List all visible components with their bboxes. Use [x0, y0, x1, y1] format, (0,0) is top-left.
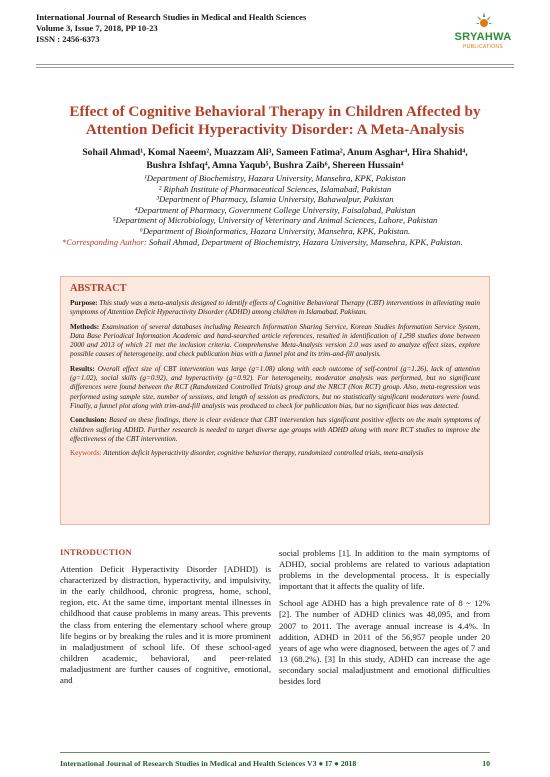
keywords-label: Keywords: [70, 449, 102, 458]
footer-journal: International Journal of Research Studies in Medical and Health Sciences V3 ● I7 ● 2018 [60, 759, 357, 768]
section-label: Methods: [70, 322, 100, 331]
section-text: This study was a meta-analysis designed to identify effects of Cognitive Behavioral Therapy (CBT) interventions in alleviating main symptoms of Attention Deficit Hyperactivity Disorder (ADHD) among children in Islamabad, Pakistan. [70, 299, 480, 317]
header-divider [36, 64, 514, 65]
corresponding-author [62, 236, 490, 248]
keywords-text: Attention deficit hyperactivity disorder, cognitive behavior therapy, randomized controlled trials, meta-analysis [101, 449, 424, 458]
body-column-left [60, 547, 271, 686]
journal-volume: Volume 3, Issue 7, 2018, PP 10-23 [36, 23, 158, 33]
section-label: Results: [70, 364, 95, 373]
body-paragraph: Attention Deficit Hyperactivity Disorder [ADHD]) is characterized by distraction, hyperactivity, and impulsivity, in the early childhood, chronic progress, home, school, region, etc. At the same time, important mental illnesses in childhood that cause problems in many areas. This prevents the class from entering the elementary school where group life begins or by breaking the rules and it is more prominent in maladjustment of school life. Of these school-aged children academic, behavioral, and peer-related maladjustment are further causes of cognitive, emotional, and [60, 564, 271, 686]
page-footer [60, 759, 490, 768]
affiliation-list [40, 173, 510, 237]
corresponding-label: *Corresponding Author: [62, 237, 147, 247]
page-number: 10 [482, 759, 490, 768]
affiliation: ⁶Department of Bioinformatics, Hazara University, Mansehra, KPK, Pakistan. [139, 225, 411, 236]
affiliation: ⁴Department of Pharmacy, Government College University, Faisalabad, Pakistan [134, 204, 416, 215]
section-text: Examination of several databases including Research Information Sharing Service, Korean Studies Information Service System, Data Base Periodical Information Academic and hand-searched article references, resulted in identification of 1,298 studies done between 2000 and 2013 of which 21 met the inclusion criteria. Comprehensive Meta-Analysis version 2.0 was used to analyze effect sizes, explore possible causes of heterogeneity, and check publication bias with a funnel plot and its trim-and-fill analysis. [70, 322, 480, 359]
author-line: Sohail Ahmad¹, Komal Naeem², Muazzam Ali³, Sameen Fatima², Anum Asghar⁴, Hira Shahid⁴, [82, 147, 468, 158]
affiliation: ³Department of Pharmacy, Islamia University, Bahawalpur, Pakistan [156, 194, 394, 205]
affiliation: ⁵Department of Microbiology, University of Veterinary and Animal Sciences, Lahore, Pakistan [112, 215, 438, 226]
sun-icon [474, 10, 494, 30]
affiliation: ¹Department of Biochemistry, Hazara University, Mansehra, KPK, Pakistan [144, 173, 406, 183]
journal-name: International Journal of Research Studies in Medical and Health Sciences [36, 12, 307, 22]
introduction-heading: INTRODUCTION [60, 547, 132, 557]
abstract-methods [70, 323, 480, 360]
body-column-right [279, 548, 490, 687]
publisher-logo [452, 10, 514, 56]
journal-header [36, 12, 306, 45]
journal-issn: ISSN : 2456-6373 [36, 34, 100, 44]
header-divider-2 [36, 67, 514, 68]
abstract-keywords [70, 449, 480, 458]
section-text: Based on these findings, there is clear evidence that CBT intervention has significant positive effects on the main symptoms of children suffering ADHD. Further research is needed to target diverse age groups with ADHD along with more RCT studies to improve the effectiveness of the CBT intervention. [70, 416, 480, 443]
section-label: Purpose: [70, 299, 98, 307]
abstract-heading: ABSTRACT [70, 283, 127, 294]
section-text: Overall effect size of CBT intervention was large (g=1.08) along with each outcome of self-control (g=1.26), lack of attention (g=1.02), social skills (g=0.92), and hyperactivity (g=0.92). For heterogeneity, moderator analysis was performed, but no significant differences were found between the RCT (Randomized Controlled Trials) group and the NRCT (Non RCT) group. Also, meta-regression was performed using sample size, number of sessions, and length of session as predictors, but no statistically significant moderators were found. Finally, a funnel plot along with trim-and-fill analysis was produced to check for publication bias, but no significant bias was detected. [70, 364, 480, 410]
footer-divider [60, 752, 490, 753]
abstract-purpose [70, 299, 480, 318]
affiliation: ² Riphah Institute of Pharmaceutical Sciences, Islamabad, Pakistan [158, 183, 392, 194]
author-list [40, 146, 510, 172]
section-label: Conclusion: [70, 416, 107, 425]
abstract-results [70, 365, 480, 411]
corresponding-text: Sohail Ahmad, Department of Biochemistry, Hazara University, Mansehra, KPK, Pakistan. [146, 237, 463, 247]
author-line: Bushra Ishfaq⁴, Amna Yaqub⁵, Bushra Zaib⁶, Shereen Hussain⁴ [146, 160, 404, 171]
body-paragraph: social problems [1]. In addition to the main symptoms of ADHD, social problems are related to various adaptation problems in the developmental process. It is especially important that it affects the quality of life. [279, 548, 490, 592]
logo-text: SRYAHWA [454, 31, 512, 43]
paper-title: Effect of Cognitive Behavioral Therapy in Children Affected by Attention Deficit Hyperactivity Disorder: A Meta-Analysis [69, 103, 481, 138]
body-paragraph: School age ADHD has a high prevalence rate of 8 ~ 12% [2]. The number of ADHD clinics was 48,095, and from 2007 to 2011. The average annual increase is 4.4%. In addition, ADHD in 2011 of the 56,957 people under 20 years of age who were diagnosed, between the ages of 7 and 13 (68.2%). [3] In this study, ADHD can increase the age secondary social maladjustment and emotional difficulties besides lord [279, 598, 490, 687]
logo-subtext: PUBLICATIONS [463, 44, 503, 50]
abstract-conclusion [70, 416, 480, 444]
abstract-box [60, 276, 490, 525]
